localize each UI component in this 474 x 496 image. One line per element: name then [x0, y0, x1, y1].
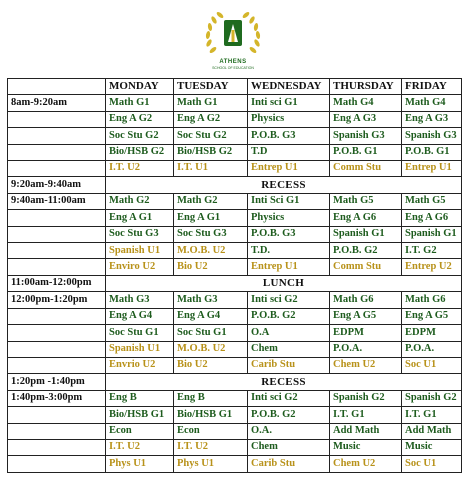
time-slot-continued: [8, 308, 106, 324]
class-cell: Eng A G2: [174, 111, 248, 127]
class-cell: Math G4: [330, 95, 402, 111]
class-cell: Math G1: [106, 95, 174, 111]
table-row: [8, 161, 462, 177]
class-cell: Entrep U2: [402, 259, 462, 275]
class-cell: T.D.: [248, 243, 330, 259]
table-row: [8, 325, 462, 341]
time-slot: 1:40pm-3:00pm: [8, 390, 106, 406]
time-slot-continued: [8, 357, 106, 373]
time-slot-continued: [8, 325, 106, 341]
time-slot-continued: [8, 144, 106, 160]
time-slot-continued: [8, 128, 106, 144]
table-row: [8, 292, 462, 308]
class-cell: Soc U1: [402, 357, 462, 373]
class-cell: Eng A G4: [174, 308, 248, 324]
class-cell: I.T. U2: [106, 161, 174, 177]
class-cell: Bio/HSB G2: [174, 144, 248, 160]
class-cell: Soc Stu G1: [174, 325, 248, 341]
class-cell: Inti Sci G1: [248, 193, 330, 209]
class-cell: Math G3: [174, 292, 248, 308]
class-cell: Spanish G2: [402, 390, 462, 406]
class-cell: Music: [402, 439, 462, 455]
table-row: [8, 259, 462, 275]
class-cell: Carib Stu: [248, 357, 330, 373]
class-cell: Phys U1: [174, 456, 248, 473]
school-tagline: SCHOOL OF EDUCATION: [212, 66, 254, 70]
time-slot-continued: [8, 439, 106, 455]
header-row: [8, 79, 462, 95]
break-row: [8, 275, 462, 291]
class-cell: Entrep U1: [402, 161, 462, 177]
class-cell: Entrep U1: [248, 161, 330, 177]
time-slot-continued: [8, 341, 106, 357]
time-slot-continued: [8, 423, 106, 439]
class-cell: Spanish G1: [330, 226, 402, 242]
class-cell: Spanish G2: [330, 390, 402, 406]
class-cell: Physics: [248, 111, 330, 127]
class-cell: M.O.B. U2: [174, 243, 248, 259]
class-cell: P.O.A.: [402, 341, 462, 357]
class-cell: Math G5: [402, 193, 462, 209]
class-cell: Math G2: [174, 193, 248, 209]
time-slot-continued: [8, 210, 106, 226]
class-cell: I.T. G2: [402, 243, 462, 259]
time-slot: 1:20pm -1:40pm: [8, 374, 106, 390]
day-header-wednesday: WEDNESDAY: [248, 79, 330, 95]
class-cell: I.T. U2: [174, 439, 248, 455]
day-header-tuesday: TUESDAY: [174, 79, 248, 95]
class-cell: Inti sci G2: [248, 390, 330, 406]
table-row: [8, 456, 462, 473]
class-cell: Add Math: [330, 423, 402, 439]
class-cell: Eng A G1: [106, 210, 174, 226]
class-cell: Music: [330, 439, 402, 455]
class-cell: Eng A G3: [330, 111, 402, 127]
day-header-monday: MONDAY: [106, 79, 174, 95]
table-row: [8, 95, 462, 111]
table-row: [8, 423, 462, 439]
class-cell: I.T. U2: [106, 439, 174, 455]
class-cell: Entrep U1: [248, 259, 330, 275]
class-cell: Envrio U2: [106, 357, 174, 373]
time-slot-continued: [8, 259, 106, 275]
break-label: LUNCH: [106, 275, 462, 291]
class-cell: Eng A G6: [402, 210, 462, 226]
class-cell: Eng B: [106, 390, 174, 406]
class-cell: EDPM: [330, 325, 402, 341]
class-cell: Eng A G1: [174, 210, 248, 226]
table-row: [8, 390, 462, 406]
class-cell: Bio/HSB G2: [106, 144, 174, 160]
time-slot: 8am-9:20am: [8, 95, 106, 111]
class-cell: Soc U1: [402, 456, 462, 473]
class-cell: Econ: [174, 423, 248, 439]
break-label: RECESS: [106, 374, 462, 390]
class-cell: Chem: [248, 439, 330, 455]
class-cell: Chem U2: [330, 357, 402, 373]
class-cell: Soc Stu G3: [106, 226, 174, 242]
class-cell: Phys U1: [106, 456, 174, 473]
table-row: [8, 193, 462, 209]
day-header-thursday: THURSDAY: [330, 79, 402, 95]
class-cell: P.O.A.: [330, 341, 402, 357]
time-slot: 12:00pm-1:20pm: [8, 292, 106, 308]
class-cell: Spanish U1: [106, 243, 174, 259]
class-cell: Inti sci G2: [248, 292, 330, 308]
class-cell: I.T. G1: [330, 407, 402, 423]
class-cell: Math G2: [106, 193, 174, 209]
class-cell: Eng A G3: [402, 111, 462, 127]
table-row: [8, 144, 462, 160]
class-cell: P.O.B. G1: [330, 144, 402, 160]
table-row: [8, 210, 462, 226]
class-cell: Eng A G4: [106, 308, 174, 324]
class-cell: Soc Stu G1: [106, 325, 174, 341]
class-cell: Soc Stu G3: [174, 226, 248, 242]
class-cell: Spanish G3: [402, 128, 462, 144]
class-cell: Enviro U2: [106, 259, 174, 275]
class-cell: Eng A G6: [330, 210, 402, 226]
class-cell: O.A: [248, 325, 330, 341]
day-header-friday: FRIDAY: [402, 79, 462, 95]
time-slot-continued: [8, 407, 106, 423]
class-cell: Chem: [248, 341, 330, 357]
class-cell: Add Math: [402, 423, 462, 439]
class-cell: Eng A G5: [402, 308, 462, 324]
class-cell: Chem U2: [330, 456, 402, 473]
class-cell: I.T. U1: [174, 161, 248, 177]
timetable: [7, 78, 462, 473]
class-cell: I.T. G1: [402, 407, 462, 423]
class-cell: Bio U2: [174, 259, 248, 275]
class-cell: Eng B: [174, 390, 248, 406]
table-row: [8, 128, 462, 144]
time-slot: 9:20am-9:40am: [8, 177, 106, 193]
class-cell: P.O.B. G3: [248, 128, 330, 144]
class-cell: Math G5: [330, 193, 402, 209]
break-row: [8, 374, 462, 390]
class-cell: Spanish U1: [106, 341, 174, 357]
class-cell: P.O.B. G2: [248, 308, 330, 324]
class-cell: P.O.B. G3: [248, 226, 330, 242]
header-corner: [8, 79, 106, 95]
time-slot-continued: [8, 161, 106, 177]
class-cell: Comm Stu: [330, 161, 402, 177]
table-row: [8, 341, 462, 357]
class-cell: EDPM: [402, 325, 462, 341]
time-slot: 11:00am-12:00pm: [8, 275, 106, 291]
class-cell: P.O.B. G2: [330, 243, 402, 259]
table-row: [8, 226, 462, 242]
class-cell: Inti sci G1: [248, 95, 330, 111]
class-cell: Math G4: [402, 95, 462, 111]
table-row: [8, 111, 462, 127]
class-cell: Bio/HSB G1: [106, 407, 174, 423]
time-slot: 9:40am-11:00am: [8, 193, 106, 209]
break-label: RECESS: [106, 177, 462, 193]
class-cell: Math G6: [402, 292, 462, 308]
class-cell: Soc Stu G2: [106, 128, 174, 144]
class-cell: O.A.: [248, 423, 330, 439]
table-row: [8, 308, 462, 324]
class-cell: Physics: [248, 210, 330, 226]
class-cell: P.O.B. G2: [248, 407, 330, 423]
class-cell: Spanish G1: [402, 226, 462, 242]
class-cell: P.O.B. G1: [402, 144, 462, 160]
timetable-body: [8, 79, 462, 473]
class-cell: Eng A G2: [106, 111, 174, 127]
time-slot-continued: [8, 243, 106, 259]
break-row: [8, 177, 462, 193]
time-slot-continued: [8, 111, 106, 127]
class-cell: M.O.B. U2: [174, 341, 248, 357]
class-cell: T.D: [248, 144, 330, 160]
class-cell: Soc Stu G2: [174, 128, 248, 144]
class-cell: Math G3: [106, 292, 174, 308]
class-cell: Comm Stu: [330, 259, 402, 275]
table-row: [8, 439, 462, 455]
class-cell: Eng A G5: [330, 308, 402, 324]
class-cell: Carib Stu: [248, 456, 330, 473]
class-cell: Math G1: [174, 95, 248, 111]
table-row: [8, 407, 462, 423]
class-cell: Spanish G3: [330, 128, 402, 144]
class-cell: Math G6: [330, 292, 402, 308]
school-name: ATHENS: [219, 59, 247, 65]
class-cell: Bio/HSB G1: [174, 407, 248, 423]
time-slot-continued: [8, 226, 106, 242]
class-cell: Econ: [106, 423, 174, 439]
table-row: [8, 243, 462, 259]
class-cell: Bio U2: [174, 357, 248, 373]
time-slot-continued: [8, 456, 106, 473]
table-row: [8, 357, 462, 373]
